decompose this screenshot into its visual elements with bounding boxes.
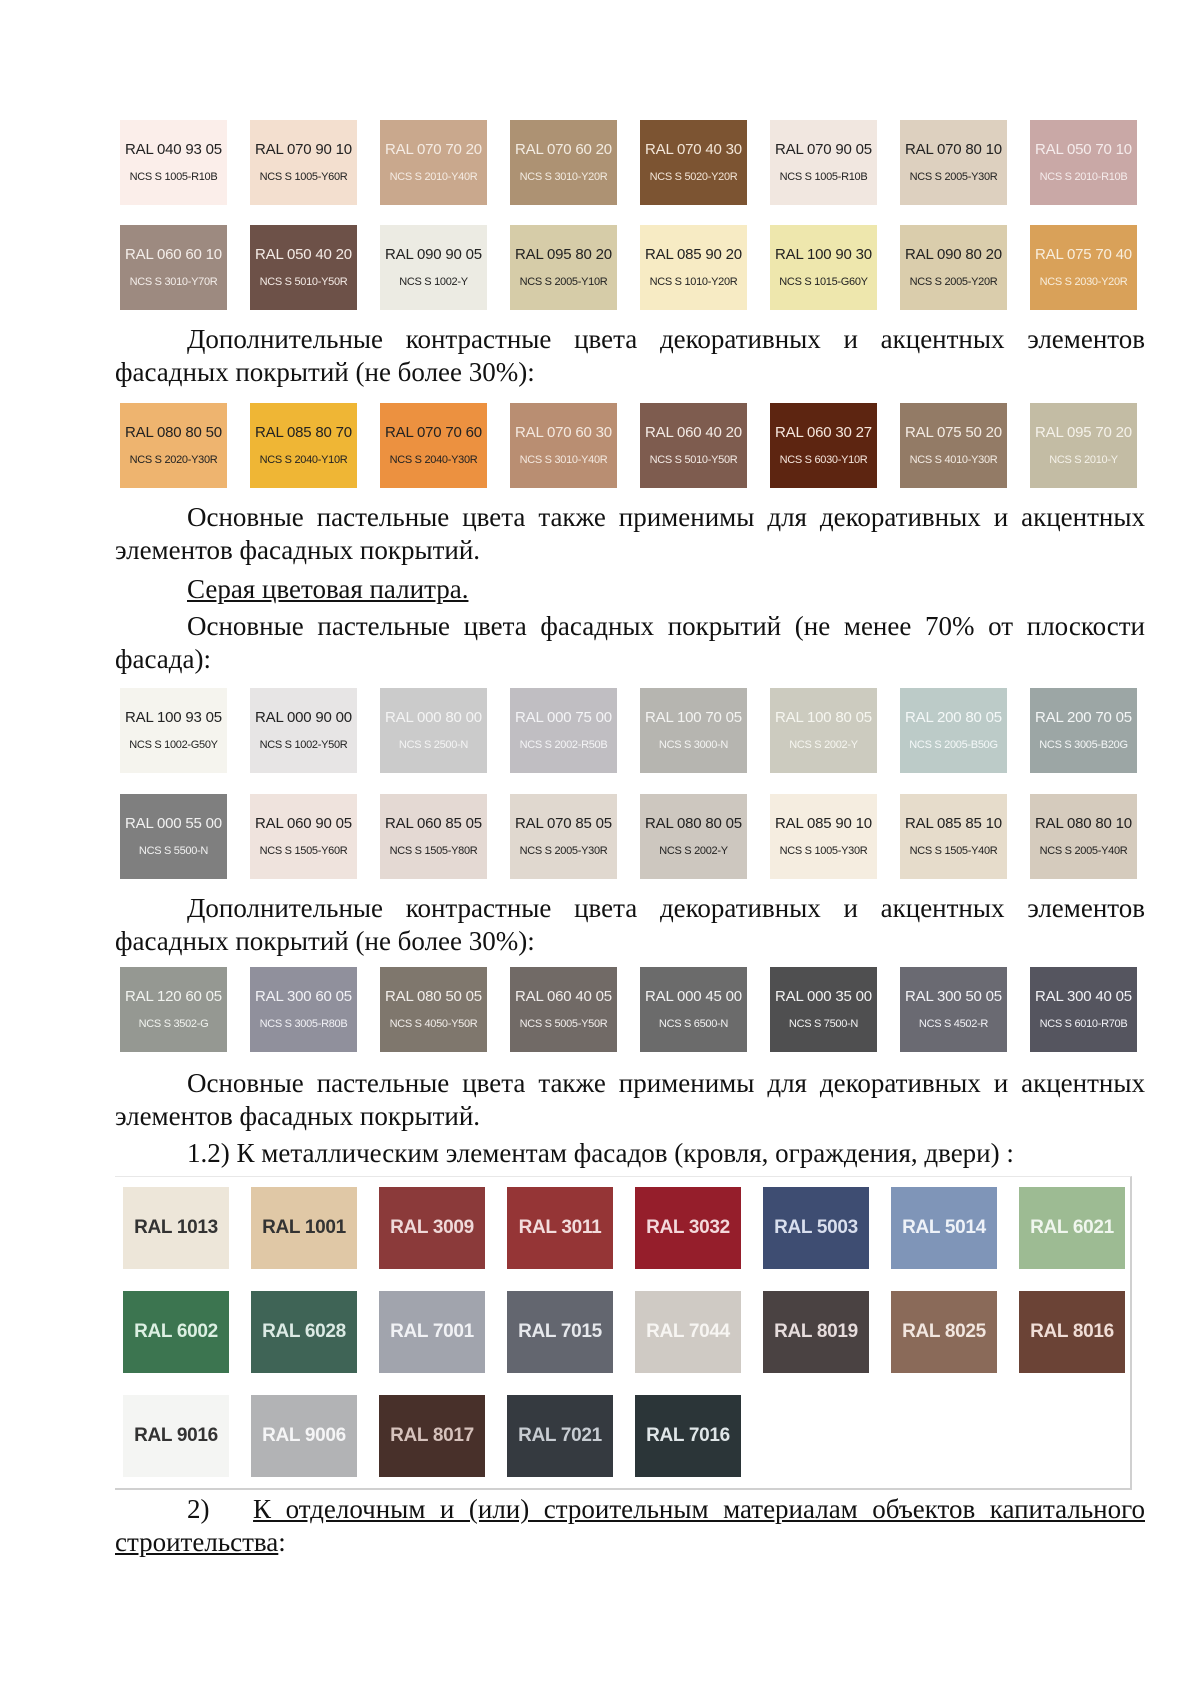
swatch-ncs-code: NCS S 2005-Y30R [909, 171, 998, 183]
swatch-ral-code: RAL 000 45 00 [645, 988, 742, 1005]
beige-main-row-1 [120, 120, 1140, 205]
swatch-ncs-code: NCS S 4010-Y30R [909, 454, 998, 466]
swatch-ral-code: RAL 060 90 05 [255, 815, 352, 832]
gray-palette-heading: Серая цветовая палитра. [187, 574, 469, 604]
swatch-ncs-code: NCS S 2020-Y30R [129, 454, 218, 466]
swatch-ral-code: RAL 095 80 20 [515, 246, 612, 263]
swatch-ncs-code: NCS S 4502-R [918, 1018, 989, 1030]
color-swatch [1030, 225, 1137, 310]
beige-accent-row [120, 403, 1140, 488]
metal-color-swatch: RAL 7021 [507, 1395, 613, 1477]
color-swatch [900, 688, 1007, 773]
metal-color-swatch: RAL 1013 [123, 1187, 229, 1269]
swatch-ral-code: RAL 000 35 00 [775, 988, 872, 1005]
color-swatch [1030, 967, 1137, 1052]
swatch-ral-code: RAL 070 70 60 [385, 424, 482, 441]
metal-color-swatch: RAL 8017 [379, 1395, 485, 1477]
metal-color-swatch: RAL 7015 [507, 1291, 613, 1373]
swatch-ral-code: RAL 120 60 05 [125, 988, 222, 1005]
swatch-ral-code: RAL 070 85 05 [515, 815, 612, 832]
swatch-ncs-code: NCS S 1005-Y60R [259, 171, 348, 183]
swatch-ncs-code: NCS S 2005-Y10R [519, 276, 608, 288]
swatch-ncs-code: NCS S 6010-R70B [1039, 1018, 1128, 1030]
swatch-ral-code: RAL 080 80 05 [645, 815, 742, 832]
swatch-ncs-code: NCS S 2500-N [398, 739, 469, 751]
swatch-ncs-code: NCS S 6500-N [658, 1018, 729, 1030]
swatch-ncs-code: NCS S 2005-Y40R [1039, 845, 1128, 857]
swatch-ral-code: RAL 080 80 10 [1035, 815, 1132, 832]
swatch-ral-code: RAL 000 80 00 [385, 709, 482, 726]
color-swatch [900, 403, 1007, 488]
swatch-ral-code: RAL 200 80 05 [905, 709, 1002, 726]
swatch-ral-code: RAL 080 80 50 [125, 424, 222, 441]
color-swatch [120, 403, 227, 488]
swatch-ncs-code: NCS S 2040-Y10R [259, 454, 348, 466]
paragraph-beige-accent-intro-2: фасадных покрытий (не более 30%): [115, 357, 535, 387]
gray-main-row-1 [120, 688, 1140, 773]
swatch-ral-code: RAL 300 40 05 [1035, 988, 1132, 1005]
color-swatch [250, 225, 357, 310]
color-swatch [510, 225, 617, 310]
swatch-ral-code: RAL 000 55 00 [125, 815, 222, 832]
paragraph-gray-accent-intro: Дополнительные контрастные цвета декоративных и акцентных элементов [187, 893, 1145, 923]
swatch-ral-code: RAL 100 90 30 [775, 246, 872, 263]
color-swatch [250, 688, 357, 773]
color-swatch [510, 403, 617, 488]
swatch-ral-code: RAL 300 50 05 [905, 988, 1002, 1005]
color-swatch [640, 794, 747, 879]
swatch-ncs-code: NCS S 5010-Y50R [259, 276, 348, 288]
metal-color-swatch: RAL 3009 [379, 1187, 485, 1269]
color-swatch [120, 120, 227, 205]
color-swatch [770, 967, 877, 1052]
swatch-ral-code: RAL 090 80 20 [905, 246, 1002, 263]
swatch-ncs-code: NCS S 5005-Y50R [519, 1018, 608, 1030]
color-swatch [380, 225, 487, 310]
metal-color-swatch: RAL 7044 [635, 1291, 741, 1373]
metal-color-swatch: RAL 9006 [251, 1395, 357, 1477]
swatch-ncs-code: NCS S 2010-R10B [1039, 171, 1128, 183]
swatch-ncs-code: NCS S 2005-B50G [909, 739, 998, 751]
color-swatch [1030, 120, 1137, 205]
swatch-ral-code: RAL 100 70 05 [645, 709, 742, 726]
paragraph-materials-heading: 2) К отделочным и (или) строительным материалам объектов капитального [187, 1494, 1145, 1524]
swatch-ral-code: RAL 060 60 10 [125, 246, 222, 263]
swatch-ral-code: RAL 200 70 05 [1035, 709, 1132, 726]
color-swatch [120, 225, 227, 310]
metal-color-swatch: RAL 1001 [251, 1187, 357, 1269]
metal-color-swatch: RAL 3011 [507, 1187, 613, 1269]
paragraph-gray-pastel-note: Основные пастельные цвета также применимы для декоративных и акцентных [187, 1068, 1145, 1098]
metal-color-swatch: RAL 7016 [635, 1395, 741, 1477]
swatch-ncs-code: NCS S 5020-Y20R [649, 171, 738, 183]
color-swatch [770, 120, 877, 205]
swatch-ral-code: RAL 050 40 20 [255, 246, 352, 263]
color-swatch [900, 967, 1007, 1052]
swatch-ncs-code: NCS S 2005-Y30R [519, 845, 608, 857]
swatch-ral-code: RAL 060 40 05 [515, 988, 612, 1005]
swatch-ral-code: RAL 085 85 10 [905, 815, 1002, 832]
metal-color-swatch: RAL 8019 [763, 1291, 869, 1373]
swatch-ncs-code: NCS S 7500-N [788, 1018, 859, 1030]
color-swatch [120, 688, 227, 773]
swatch-ncs-code: NCS S 2010-Y40R [389, 171, 478, 183]
color-swatch [380, 120, 487, 205]
color-swatch [900, 120, 1007, 205]
metal-color-swatch: RAL 8016 [1019, 1291, 1125, 1373]
swatch-ncs-code: NCS S 1002-Y50R [259, 739, 348, 751]
color-swatch [900, 225, 1007, 310]
metal-color-swatch: RAL 7001 [379, 1291, 485, 1373]
swatch-ral-code: RAL 050 70 10 [1035, 141, 1132, 158]
color-swatch [250, 403, 357, 488]
beige-main-row-2 [120, 225, 1140, 310]
paragraph-gray-pastel-note-2: элементов фасадных покрытий. [115, 1101, 481, 1131]
swatch-ncs-code: NCS S 3010-Y70R [129, 276, 218, 288]
swatch-ral-code: RAL 080 50 05 [385, 988, 482, 1005]
color-swatch [120, 967, 227, 1052]
swatch-ral-code: RAL 070 40 30 [645, 141, 742, 158]
metal-color-swatch: RAL 8025 [891, 1291, 997, 1373]
swatch-ncs-code: NCS S 1005-R10B [129, 171, 218, 183]
paragraph-beige-pastel-note-2: элементов фасадных покрытий. [115, 535, 481, 565]
color-swatch [770, 688, 877, 773]
paragraph-beige-pastel-note: Основные пастельные цвета также применимы для декоративных и акцентных [187, 502, 1145, 532]
color-swatch [900, 794, 1007, 879]
metal-color-swatch: RAL 6002 [123, 1291, 229, 1373]
swatch-ncs-code: NCS S 2002-R50B [519, 739, 608, 751]
color-swatch [380, 794, 487, 879]
swatch-ncs-code: NCS S 3005-B20G [1039, 739, 1128, 751]
swatch-ncs-code: NCS S 6030-Y10R [779, 454, 868, 466]
color-swatch [510, 120, 617, 205]
swatch-ral-code: RAL 070 90 10 [255, 141, 352, 158]
metal-color-swatch: RAL 6028 [251, 1291, 357, 1373]
swatch-ncs-code: NCS S 2010-Y [1049, 454, 1118, 466]
color-swatch [640, 403, 747, 488]
swatch-ncs-code: NCS S 2002-Y [789, 739, 858, 751]
swatch-ral-code: RAL 070 80 10 [905, 141, 1002, 158]
swatch-ral-code: RAL 060 40 20 [645, 424, 742, 441]
swatch-ncs-code: NCS S 1005-R10B [779, 171, 868, 183]
paragraph-gray-main-intro: Основные пастельные цвета фасадных покрытий (не менее 70% от плоскости [187, 611, 1145, 641]
color-swatch [510, 688, 617, 773]
color-swatch [250, 120, 357, 205]
swatch-ral-code: RAL 070 70 20 [385, 141, 482, 158]
color-swatch [1030, 688, 1137, 773]
swatch-ral-code: RAL 075 70 40 [1035, 246, 1132, 263]
swatch-ral-code: RAL 085 80 70 [255, 424, 352, 441]
swatch-ncs-code: NCS S 4050-Y50R [389, 1018, 478, 1030]
metal-palette-frame [115, 1176, 1132, 1490]
color-swatch [380, 403, 487, 488]
paragraph-materials-heading-2: строительства: [115, 1527, 286, 1557]
swatch-ncs-code: NCS S 3010-Y40R [519, 454, 608, 466]
paragraph-beige-accent-intro: Дополнительные контрастные цвета декоративных и акцентных элементов [187, 324, 1145, 354]
swatch-ral-code: RAL 075 50 20 [905, 424, 1002, 441]
swatch-ncs-code: NCS S 1505-Y40R [909, 845, 998, 857]
swatch-ral-code: RAL 095 70 20 [1035, 424, 1132, 441]
swatch-ncs-code: NCS S 1005-Y30R [779, 845, 868, 857]
swatch-ncs-code: NCS S 2002-Y [659, 845, 728, 857]
color-swatch [770, 225, 877, 310]
swatch-ral-code: RAL 040 93 05 [125, 141, 222, 158]
gray-main-row-2 [120, 794, 1140, 879]
swatch-ncs-code: NCS S 1010-Y20R [649, 276, 738, 288]
swatch-ncs-code: NCS S 1505-Y60R [259, 845, 348, 857]
swatch-ncs-code: NCS S 3010-Y20R [519, 171, 608, 183]
swatch-ral-code: RAL 090 90 05 [385, 246, 482, 263]
swatch-ral-code: RAL 000 75 00 [515, 709, 612, 726]
swatch-ral-code: RAL 060 30 27 [775, 424, 872, 441]
swatch-ncs-code: NCS S 1002-Y [399, 276, 468, 288]
swatch-ncs-code: NCS S 1505-Y80R [389, 845, 478, 857]
swatch-ncs-code: NCS S 5500-N [138, 845, 209, 857]
color-swatch [250, 967, 357, 1052]
swatch-ral-code: RAL 085 90 20 [645, 246, 742, 263]
color-swatch [1030, 403, 1137, 488]
swatch-ral-code: RAL 070 90 05 [775, 141, 872, 158]
swatch-ral-code: RAL 100 80 05 [775, 709, 872, 726]
metal-elements-heading: 1.2) К металлическим элементам фасадов (кровля, ограждения, двери) : [187, 1138, 1014, 1168]
swatch-ncs-code: NCS S 3000-N [658, 739, 729, 751]
metal-color-swatch: RAL 9016 [123, 1395, 229, 1477]
color-swatch [640, 688, 747, 773]
color-swatch [380, 967, 487, 1052]
color-swatch [640, 120, 747, 205]
color-swatch [770, 794, 877, 879]
metal-color-swatch: RAL 5014 [891, 1187, 997, 1269]
swatch-ncs-code: NCS S 3005-R80B [259, 1018, 348, 1030]
metal-color-swatch: RAL 6021 [1019, 1187, 1125, 1269]
metal-color-swatch: RAL 5003 [763, 1187, 869, 1269]
color-swatch [640, 225, 747, 310]
swatch-ncs-code: NCS S 5010-Y50R [649, 454, 738, 466]
swatch-ral-code: RAL 100 93 05 [125, 709, 222, 726]
metal-color-swatch: RAL 3032 [635, 1187, 741, 1269]
color-swatch [1030, 794, 1137, 879]
swatch-ncs-code: NCS S 3502-G [138, 1018, 209, 1030]
swatch-ral-code: RAL 070 60 20 [515, 141, 612, 158]
paragraph-gray-accent-intro-2: фасадных покрытий (не более 30%): [115, 926, 535, 956]
swatch-ral-code: RAL 085 90 10 [775, 815, 872, 832]
color-swatch [380, 688, 487, 773]
swatch-ral-code: RAL 060 85 05 [385, 815, 482, 832]
swatch-ncs-code: NCS S 2005-Y20R [909, 276, 998, 288]
swatch-ral-code: RAL 000 90 00 [255, 709, 352, 726]
swatch-ncs-code: NCS S 2040-Y30R [389, 454, 478, 466]
swatch-ncs-code: NCS S 2030-Y20R [1039, 276, 1128, 288]
color-swatch [770, 403, 877, 488]
paragraph-gray-main-intro-2: фасада): [115, 644, 211, 674]
color-swatch [250, 794, 357, 879]
color-swatch [120, 794, 227, 879]
swatch-ral-code: RAL 300 60 05 [255, 988, 352, 1005]
color-swatch [510, 794, 617, 879]
color-swatch [640, 967, 747, 1052]
swatch-ncs-code: NCS S 1015-G60Y [779, 276, 868, 288]
color-swatch [510, 967, 617, 1052]
swatch-ncs-code: NCS S 1002-G50Y [129, 739, 218, 751]
swatch-ral-code: RAL 070 60 30 [515, 424, 612, 441]
gray-accent-row [120, 967, 1140, 1052]
